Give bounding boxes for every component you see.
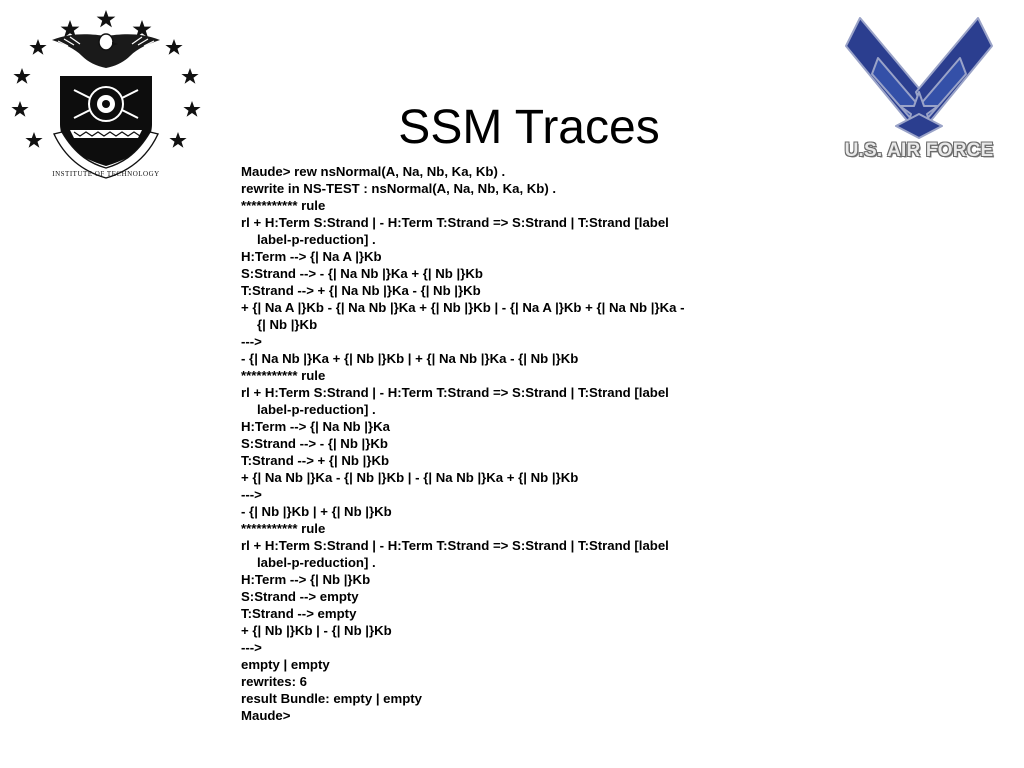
trace-line: *********** rule [241, 368, 326, 383]
trace-line: T:Strand --> empty [241, 606, 357, 621]
trace-line: S:Strand --> empty [241, 589, 359, 604]
maude-trace-output [241, 163, 741, 724]
trace-line: - {| Nb |}Kb | + {| Nb |}Kb [241, 504, 392, 519]
trace-line: rl + H:Term S:Strand | - H:Term T:Strand => S:Strand | T:Strand [label [241, 215, 669, 230]
trace-line: + {| Na A |}Kb - {| Na Nb |}Ka + {| Nb |}Kb | - {| Na A |}Kb + {| Na Nb |}Ka - [241, 300, 685, 315]
trace-line: rl + H:Term S:Strand | - H:Term T:Strand => S:Strand | T:Strand [label [241, 538, 669, 553]
trace-line: + {| Na Nb |}Ka - {| Nb |}Kb | - {| Na Nb |}Ka + {| Nb |}Kb [241, 470, 579, 485]
trace-line-continuation: label-p-reduction] . [257, 402, 376, 417]
trace-line: T:Strand --> + {| Na Nb |}Ka - {| Nb |}Kb [241, 283, 481, 298]
trace-line: rewrite in NS-TEST : nsNormal(A, Na, Nb, Ka, Kb) . [241, 181, 557, 196]
slide-title: SSM Traces [398, 101, 660, 155]
trace-line: S:Strand --> - {| Na Nb |}Ka + {| Nb |}Kb [241, 266, 483, 281]
trace-line: H:Term --> {| Nb |}Kb [241, 572, 371, 587]
trace-line: T:Strand --> + {| Nb |}Kb [241, 453, 390, 468]
trace-line: result Bundle: empty | empty [241, 691, 423, 706]
trace-line: H:Term --> {| Na A |}Kb [241, 249, 382, 264]
trace-line: rl + H:Term S:Strand | - H:Term T:Strand => S:Strand | T:Strand [label [241, 385, 669, 400]
trace-line: ---> [241, 487, 262, 502]
trace-line: Maude> rew nsNormal(A, Na, Nb, Ka, Kb) . [241, 164, 506, 179]
trace-line: *********** rule [241, 521, 326, 536]
trace-line: H:Term --> {| Na Nb |}Ka [241, 419, 390, 434]
trace-line: Maude> [241, 708, 291, 723]
air-force-caption: U.S. AIR FORCE [844, 140, 994, 161]
trace-line: - {| Na Nb |}Ka + {| Nb |}Kb | + {| Na Nb |}Ka - {| Nb |}Kb [241, 351, 579, 366]
svg-text:INSTITUTE OF TECHNOLOGY: INSTITUTE OF TECHNOLOGY [52, 170, 160, 178]
trace-line: S:Strand --> - {| Nb |}Kb [241, 436, 388, 451]
trace-line: + {| Nb |}Kb | - {| Nb |}Kb [241, 623, 392, 638]
trace-line-continuation: label-p-reduction] . [257, 555, 376, 570]
trace-line-continuation: label-p-reduction] . [257, 232, 376, 247]
trace-line: *********** rule [241, 198, 326, 213]
trace-line: ---> [241, 640, 262, 655]
trace-line: rewrites: 6 [241, 674, 307, 689]
trace-line: empty | empty [241, 657, 330, 672]
trace-line-continuation: {| Nb |}Kb [257, 317, 318, 332]
trace-line: ---> [241, 334, 262, 349]
